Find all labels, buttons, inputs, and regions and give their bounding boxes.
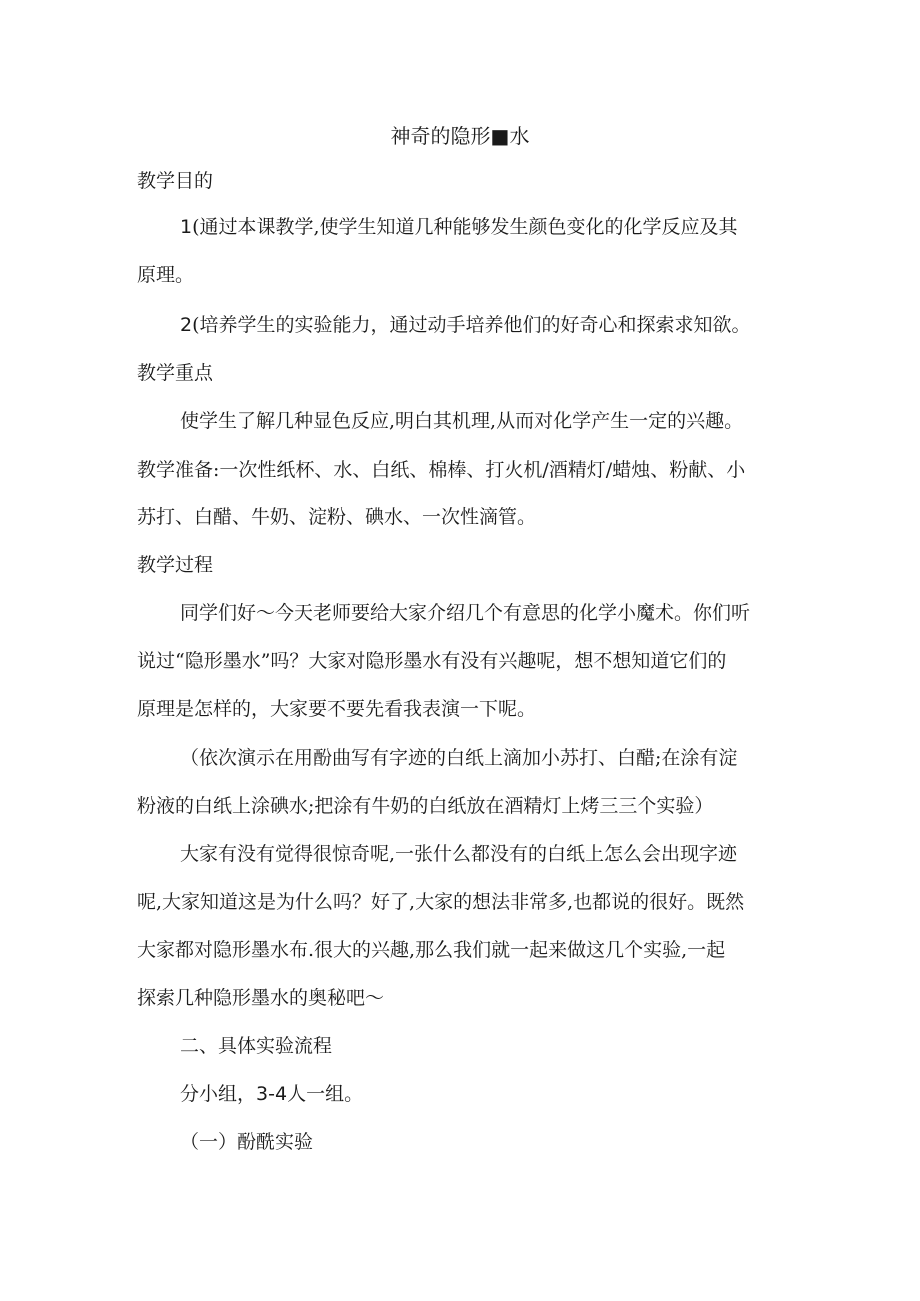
- flow-heading: 二、具体实验流程: [180, 1035, 333, 1057]
- wonder-line-3: 大家都对隐形墨水布.很大的兴趣,那么我们就一起来做这几个实验,一起: [137, 939, 726, 961]
- goal-1-line-2: 原理。: [137, 264, 195, 286]
- prep-line-1: 教学准备:一次性纸杯、水、白纸、棉棒、打火机/酒精灯/蜡烛、粉献、小: [137, 459, 746, 481]
- key-heading: 教学重点: [137, 362, 214, 384]
- experiment-1-heading: （一）酚酰实验: [180, 1131, 314, 1153]
- goal-1-text: (通过本课教学,使学生知道几种能够发生颜色变化的化学反应及其: [192, 216, 738, 238]
- intro-line-1: 同学们好～今天老师要给大家介绍几个有意思的化学小魔术。你们听: [180, 602, 751, 624]
- goal-2-text: (培养学生的实验能力，通过动手培养他们的好奇心和探索求知欲。: [192, 314, 751, 336]
- goal-1-number: 1: [180, 216, 193, 238]
- group-prefix: 分小组，: [180, 1083, 257, 1105]
- intro-line-2: 说过“隐形墨水”吗？大家对隐形墨水有没有兴趣呢，想不想知道它们的: [137, 650, 727, 672]
- key-line-1: 使学生了解几种显色反应,明白其机理,从而对化学产生一定的兴趣。: [180, 410, 744, 432]
- demo-line-2: 粉液的白纸上涂碘水;把涂有牛奶的白纸放在酒精灯上烤三三个实验）: [137, 795, 714, 817]
- group-number: 3-4: [256, 1083, 288, 1105]
- group-line: [180, 1082, 363, 1106]
- goal-2-number: 2: [180, 314, 193, 336]
- page-title: 神奇的隐形■水: [390, 124, 530, 148]
- group-suffix: 人一组。: [287, 1083, 364, 1105]
- goal-2-line-1: [180, 313, 751, 337]
- goal-1-line-1: [180, 215, 738, 239]
- prep-line-2: 苏打、白醋、牛奶、淀粉、碘水、一次性滴管。: [137, 506, 537, 528]
- demo-line-1: （依次演示在用酚曲写有字迹的白纸上滴加小苏打、白醋;在涂有淀: [180, 747, 738, 769]
- goals-heading: 教学目的: [137, 170, 214, 192]
- wonder-line-4: 探索几种隐形墨水的奥秘吧～: [137, 987, 385, 1009]
- wonder-line-2: 呢,大家知道这是为什么吗？好了,大家的想法非常多,也都说的很好。既然: [137, 891, 745, 913]
- wonder-line-1: 大家有没有觉得很惊奇呢,一张什么都没有的白纸上怎么会出现字迹: [180, 843, 738, 865]
- process-heading: 教学过程: [137, 554, 214, 576]
- intro-line-3: 原理是怎样的，大家要不要先看我表演一下呢。: [137, 698, 537, 720]
